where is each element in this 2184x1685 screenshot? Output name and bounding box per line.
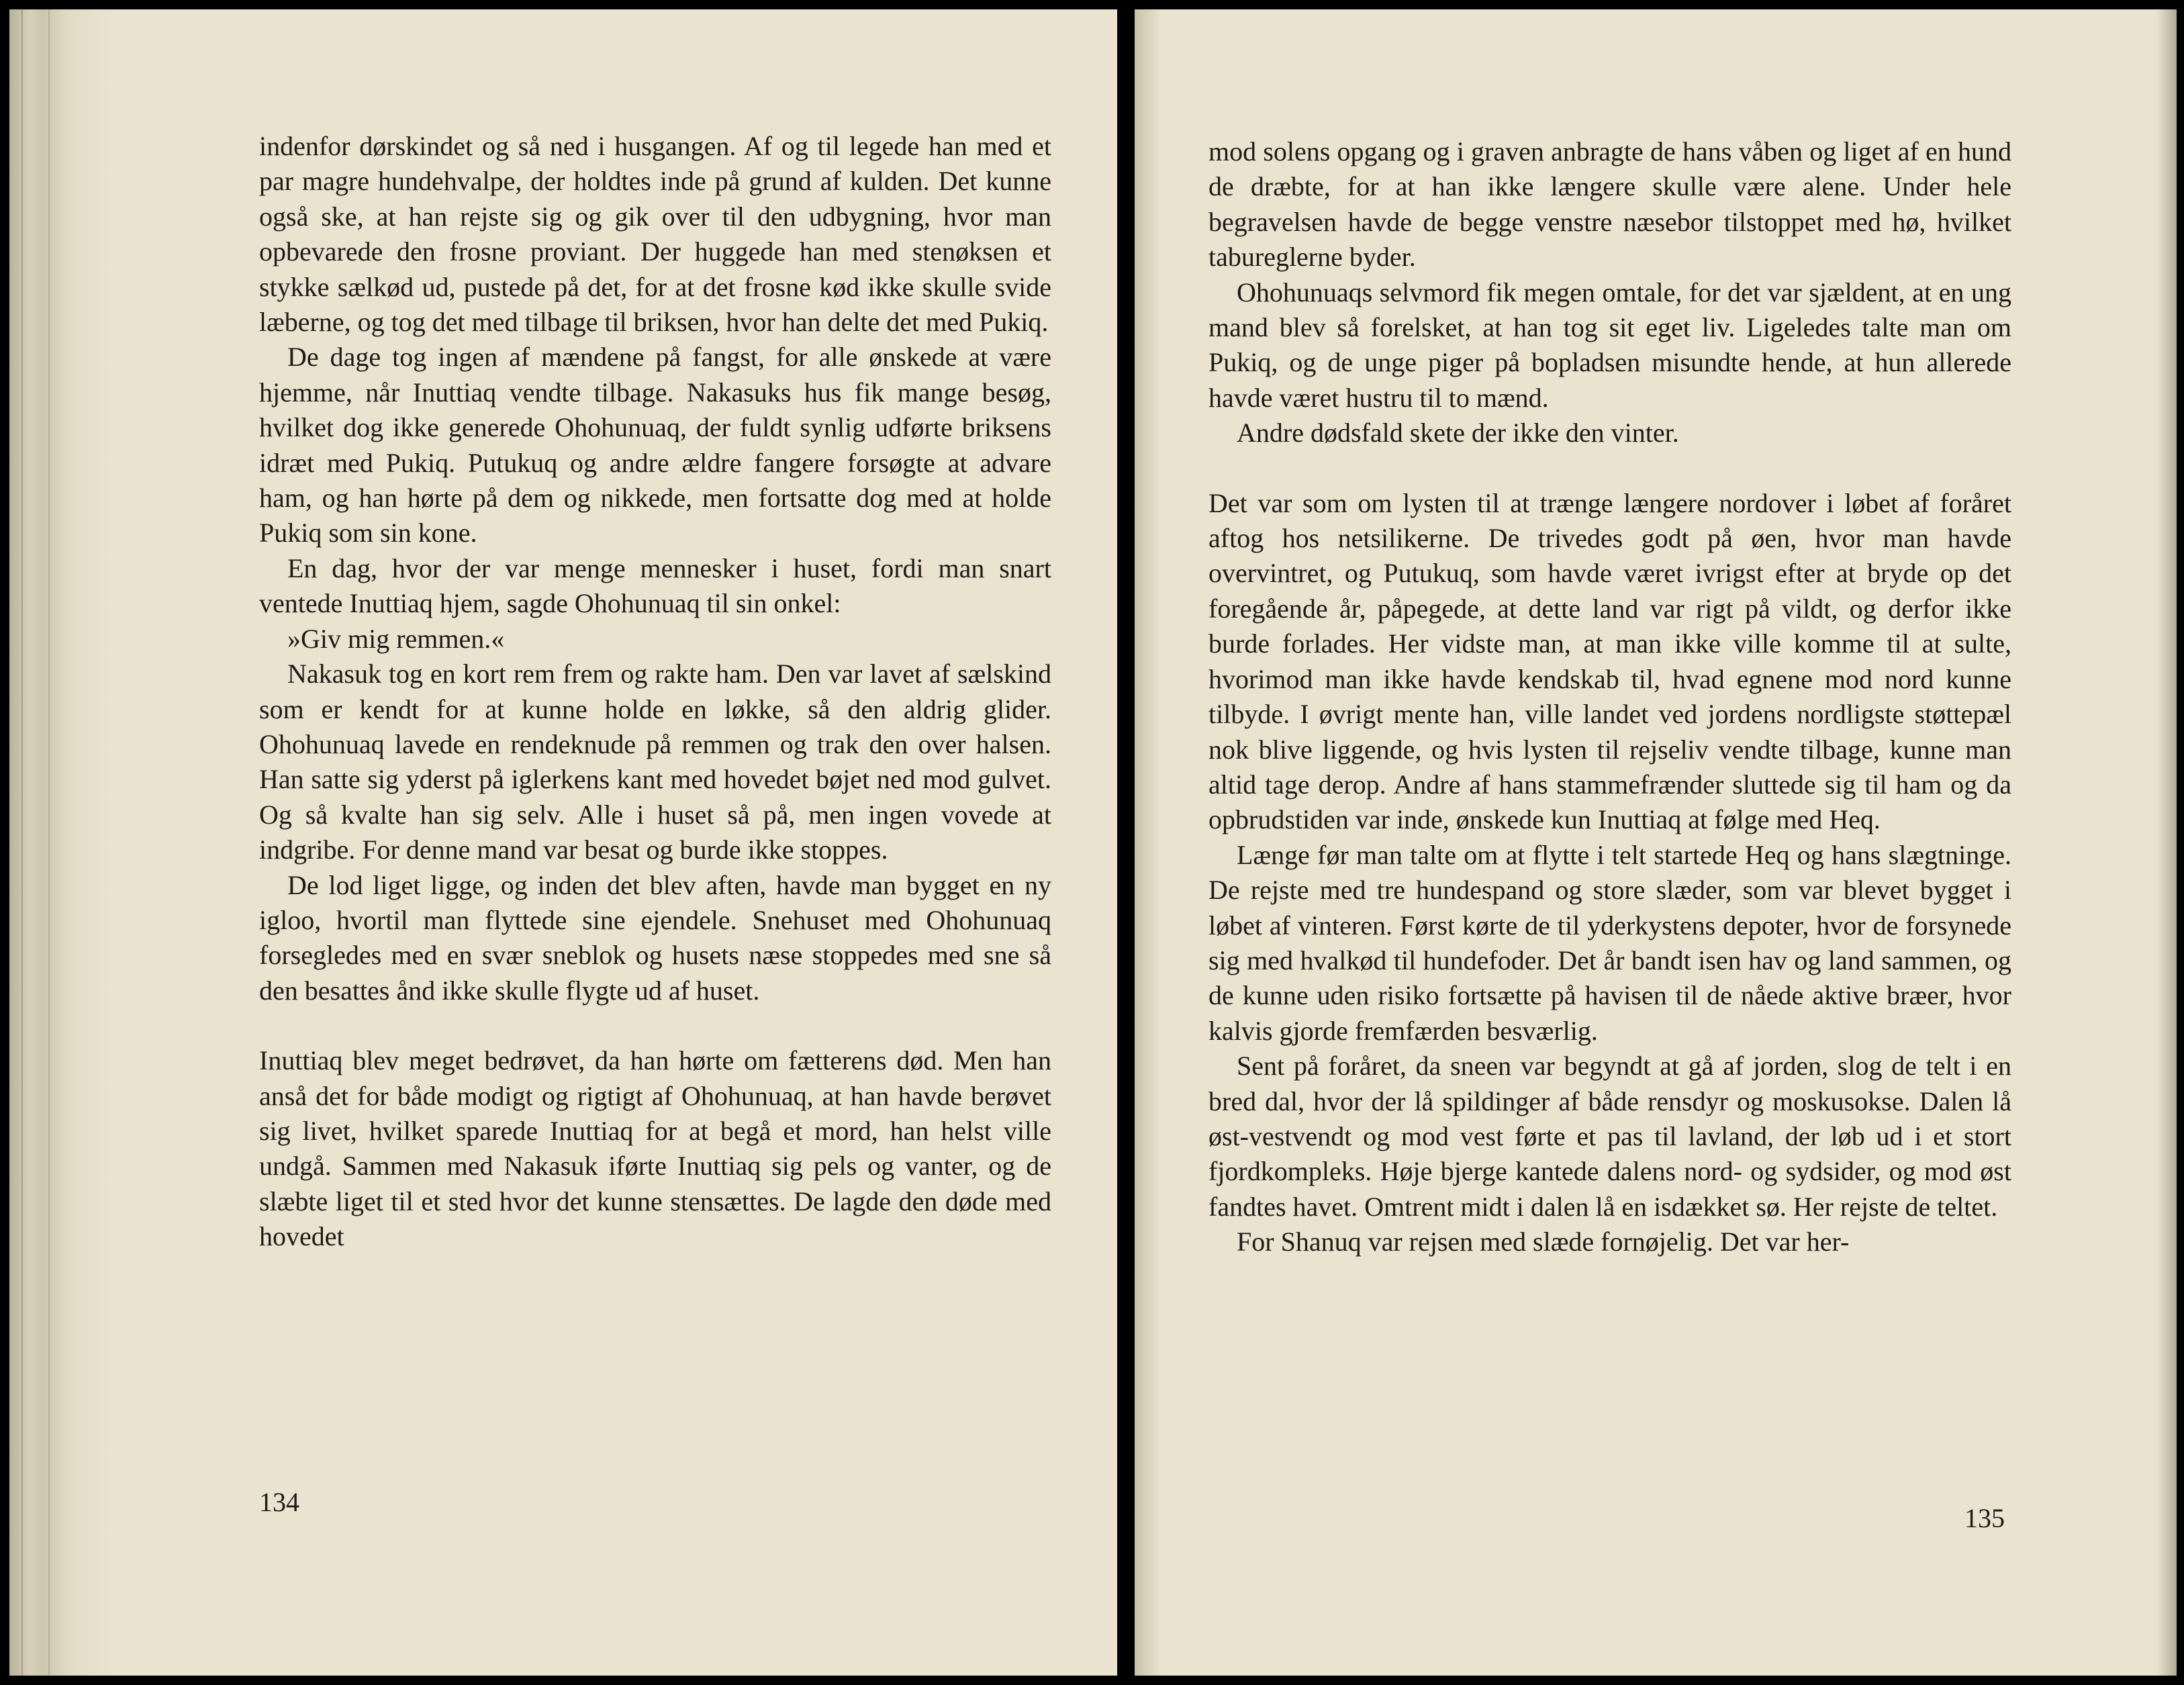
- left-page: [9, 9, 1117, 1676]
- paragraph: Sent på foråret, da sneen var begyndt at gå af jorden, slog de telt i en bred dal, hvor der lå spildinger af både rensdyr og moskusokse. Dalen lå øst-vestvendt og mod vest førte et pas til lavland, der løb ud i et stort fjordkompleks. Høje bjerge kantede dalens nord- og sydsider, og mod øst fandtes havet. Omtrent midt i dalen lå en isdækket sø. Her rejste de teltet.: [1208, 1051, 2011, 1222]
- paragraph: De lod liget ligge, og inden det blev aften, havde man bygget en ny igloo, hvortil man flyttede sine ejendele. Snehuset med Ohohunuaq forsegledes med en svær sneblok og husets næse stoppedes med sne så den besattes ånd ikke skulle flygte ud af huset.: [259, 869, 1051, 1006]
- paragraph: indenfor dørskindet og så ned i husgangen. Af og til legede han med et par magre hundehvalpe, der holdtes inde på grund af kulden. Det kunne også ske, at han rejste sig og gik over til den udbygning, hvor man opbevarede den frosne proviant. Der huggede han med stenøksen et stykke sælkød ud, pustede på det, for at det frosne kød ikke skulle svide læberne, og tog det med tilbage til briksen, hvor han delte det med Pukiq.: [259, 131, 1051, 338]
- right-page-text: [1208, 134, 2011, 1260]
- page-number: 135: [1964, 1503, 2005, 1533]
- paragraph: Inuttiaq blev meget bedrøvet, da han hørte om fætterens død. Men han anså det for både modigt og rigtigt af Ohohunuaq, at han havde berøvet sig livet, hvilket sparede Inuttiaq for at begå et mord, han helst ville undgå. Sammen med Nakasuk iførte Inuttiaq sig pels og vanter, og de slæbte liget til et sted hvor det kunne stensættes. De lagde den døde med hovedet: [259, 1045, 1051, 1252]
- page-edge-shadow: [2156, 9, 2177, 1676]
- paragraph: Nakasuk tog en kort rem frem og rakte ham. Den var lavet af sælskind som er kendt for at kunne holde en løkke, så den aldrig glider. Ohohunuaq lavede en rendeknude på remmen og trak den over halsen. Han satte sig yderst på iglerkens kant med hovedet bøjet ned mod gulvet. Og så kvalte han sig selv. Alle i huset så på, men ingen vovede at indgribe. For denne mand var besat og burde ikke stoppes.: [259, 659, 1051, 865]
- right-page: [1135, 9, 2177, 1676]
- left-page-text: [259, 129, 1051, 1255]
- paragraph: De dage tog ingen af mændene på fangst, for alle ønskede at være hjemme, når Inuttiaq vendte tilbage. Nakasuks hus fik mange besøg, hvilket dog ikke generede Ohohunuaq, der fuldt synlig udførte briksens idræt med Pukiq. Putukuq og andre ældre fangere forsøgte at advare ham, og han hørte på dem og nikkede, men fortsatte dog med at holde Pukiq som sin kone.: [259, 342, 1051, 548]
- page-stack-edge: [9, 9, 110, 1676]
- paragraph: For Shanuq var rejsen med slæde fornøjelig. Det var her-: [1237, 1226, 1850, 1257]
- page-number: 134: [259, 1487, 299, 1517]
- paragraph: »Giv mig remmen.«: [287, 623, 505, 654]
- paragraph: En dag, hvor der var menge mennesker i huset, fordi man snart ventede Inuttiaq hjem, sagde Ohohunuaq til sin onkel:: [259, 552, 1051, 619]
- paragraph: Ohohunuaqs selvmord fik megen omtale, for det var sjældent, at en ung mand blev så forelsket, at han tog sit eget liv. Ligeledes talte man om Pukiq, og de unge piger på bopladsen misundte hende, at hun allerede havde været hustru til to mænd.: [1208, 277, 2011, 413]
- paragraph: Længe før man talte om at flytte i telt startede Heq og hans slægtninge. De rejste med tre hundespand og store slæder, som var blevet bygget i løbet af vinteren. Først kørte de til yderkystens depoter, hvor de forsynede sig med hvalkød til hundefoder. Det år bandt isen hav og land sammen, og de kunne uden risiko fortsætte på havisen til de nåede aktive bræer, hvor kalvis gjorde fremfærden besværlig.: [1208, 839, 2011, 1046]
- paragraph: Andre dødsfald skete der ikke den vinter.: [1237, 418, 1679, 448]
- gutter-shadow: [1135, 9, 1161, 1676]
- paragraph: mod solens opgang og i graven anbragte de hans våben og liget af en hund de dræbte, for at han ikke længere skulle være alene. Under hele begravelsen havde de begge venstre næsebor tilstoppet med hø, hvilket tabureglerne byder.: [1208, 136, 2011, 273]
- paragraph: Det var som om lysten til at trænge længere nordover i løbet af foråret aftog hos netsilikerne. De trivedes godt på øen, hvor man havde overvintret, og Putukuq, som havde været ivrigst efter at bryde op det foregående år, påpegede, at dette land var rigt på vildt, og derfor ikke burde forlades. Her vidste man, at man ikke ville komme til at sulte, hvorimod man ikke havde kendskab til, hvad egnene mod nord kunne tilbyde. I øvrigt mente han, ville landet ved jordens nordligste støttepæl nok blive liggende, og hvis lysten til rejseliv vendte tilbage, kunne man altid tage derop. Andre af hans stammefrænder sluttede sig til ham og da opbrudstiden var inde, ønskede kun Inuttiaq at følge med Heq.: [1208, 487, 2011, 835]
